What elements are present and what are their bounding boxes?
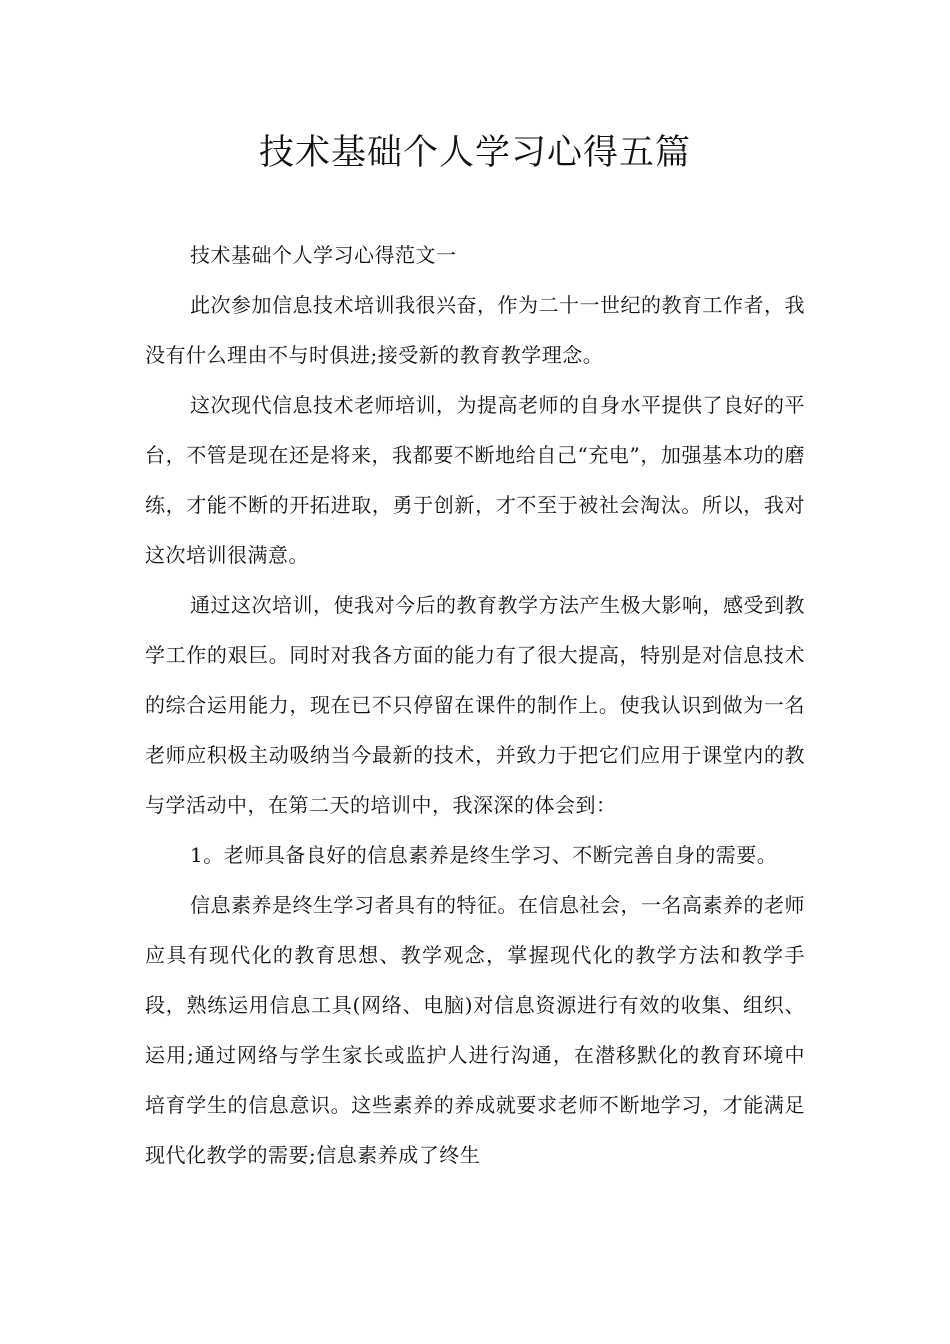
paragraph-5: 信息素养是终生学习者具有的特征。在信息社会，一名高素养的老师应具有现代化的教育思想、教学观念，掌握现代化的教学方法和教学手段，熟练运用信息工具(网络、电脑)对信息资源进行有效的收集、组织、运用;通过网络与学生家长或监护人进行沟通，在潜移默化的教育环境中培育学生的信息意识。这些素养的养成就要求老师不断地学习，才能满足现代化教学的需要;信息素养成了终生 — [145, 893, 805, 1167]
paragraph-4: 1。老师具备良好的信息素养是终生学习、不断完善自身的需要。 — [190, 843, 778, 867]
document-body — [145, 230, 805, 1180]
section-heading: 技术基础个人学习心得范文一 — [190, 243, 457, 267]
document-title: 技术基础个人学习心得五篇 — [258, 133, 691, 173]
paragraph-2: 这次现代信息技术老师培训，为提高老师的自身水平提供了良好的平台，不管是现在还是将来，我都要不断地给自己“充电”，加强基本功的磨练，才能不断的开拓进取，勇于创新，才不至于被社会淘汰。所以，我对这次培训很满意。 — [145, 393, 805, 567]
paragraph-1: 此次参加信息技术培训我很兴奋，作为二十一世纪的教育工作者，我没有什么理由不与时俱进;接受新的教育教学理念。 — [145, 293, 805, 367]
paragraph-3: 通过这次培训，使我对今后的教育教学方法产生极大影响，感受到教学工作的艰巨。同时对我各方面的能力有了很大提高，特别是对信息技术的综合运用能力，现在已不只停留在课件的制作上。使我认识到做为一名老师应积极主动吸纳当今最新的技术，并致力于把它们应用于课堂内的教与学活动中，在第二天的培训中，我深深的体会到： — [145, 593, 805, 817]
